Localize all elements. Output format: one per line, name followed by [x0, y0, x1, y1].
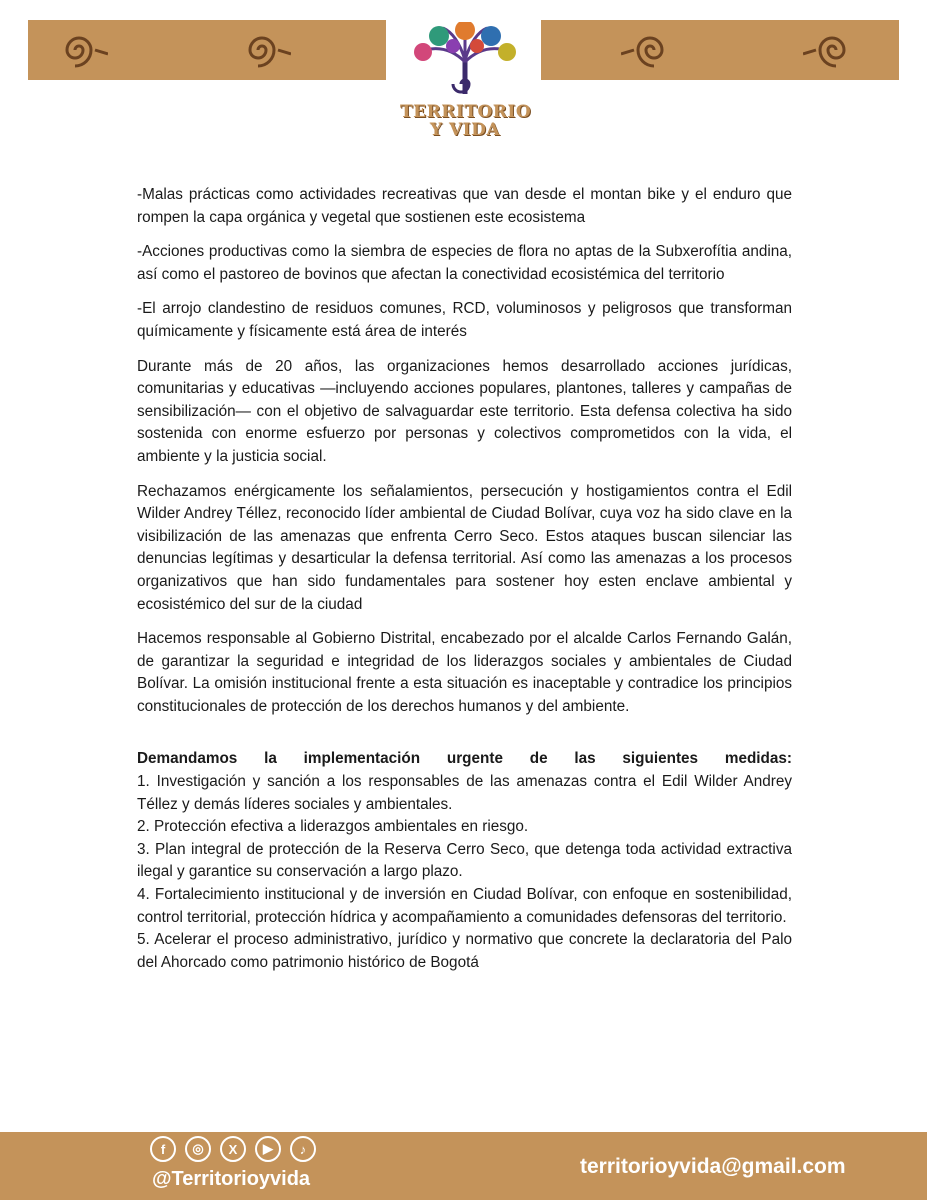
demands-section: [137, 748, 792, 974]
facebook-icon[interactable]: f: [150, 1136, 176, 1162]
youtube-icon[interactable]: ▶: [255, 1136, 281, 1162]
paragraph-acciones-productivas: -Acciones productivas como la siembra de especies de flora no aptas de la Subxerofítia andina, así como el pastoreo de bovinos que afectan la conectividad ecosistémica del territorio: [137, 243, 792, 283]
spiral-icon: [803, 28, 861, 72]
social-icons: [150, 1136, 316, 1162]
spiral-icon: [233, 28, 291, 72]
demands-heading: Demandamos la implementación urgente de las siguientes medidas:: [137, 750, 792, 768]
demand-item: 1. Investigación y sanción a los responsables de las amenazas contra el Edil Wilder Andrey Téllez y demás líderes sociales y ambientales.: [137, 773, 792, 813]
demand-item: 3. Plan integral de protección de la Reserva Cerro Seco, que detenga toda actividad extractiva ilegal y garantice su conservación a largo plazo.: [137, 840, 792, 881]
territorio-y-vida-logo: [400, 22, 530, 152]
header-band-left: [28, 20, 386, 80]
tree-icon: [405, 22, 525, 98]
x-twitter-icon[interactable]: X: [220, 1136, 246, 1162]
paragraph-organizaciones: Durante más de 20 años, las organizaciones hemos desarrollado acciones jurídicas, comunitarias y educativas —incluyendo acciones populares, plantones, talleres y campañas de sensibilización— con el objetivo de salvaguardar este territorio. Esta defensa colectiva ha sido sostenida con enorme esfuerzo por personas y colectivos comprometidos con la vida, el ambiente y la justicia social.: [137, 357, 792, 465]
paragraph-rechazamos: Rechazamos enérgicamente los señalamientos, persecución y hostigamientos contra el Edil Wilder Andrey Téllez, reconocido líder ambiental de Ciudad Bolívar, cuya voz ha sido clave en la visibilización de las amenazas que enfrenta Cerro Seco. Estos ataques buscan silenciar las denuncias legítimas y desarticular la defensa territorial. Así como las amenazas a los procesos organizativos que han sido fundamentales para sostener hoy esten enclave ambiental y ecosistémico del sur de la ciudad: [137, 482, 792, 613]
logo-title-line1: TERRITORIO: [400, 102, 532, 122]
header-band-right: [541, 20, 899, 80]
demand-item: 4. Fortalecimiento institucional y de inversión en Ciudad Bolívar, con enfoque en sostenibilidad, control territorial, protección hídrica y acompañamiento a comunidades defensoras del territorio.: [137, 886, 792, 926]
instagram-icon[interactable]: ◎: [185, 1136, 211, 1162]
tiktok-icon[interactable]: ♪: [290, 1136, 316, 1162]
document-body: [137, 184, 792, 974]
spiral-icon: [621, 28, 679, 72]
paragraph-malas-practicas: -Malas prácticas como actividades recreativas que van desde el montan bike y el enduro que rompen la capa orgánica y vegetal que sostienen este ecosistema: [137, 186, 792, 226]
paragraph-responsable: Hacemos responsable al Gobierno Distrital, encabezado por el alcalde Carlos Fernando Galán, de garantizar la seguridad e integridad de los liderazgos sociales y ambientales de Ciudad Bolívar. La omisión institucional frente a esta situación es inaceptable y contradice los principios constitucionales de protección de los derechos humanos y del ambiente.: [137, 630, 792, 715]
demand-item: 5. Acelerar el proceso administrativo, jurídico y normativo que concrete la declaratoria del Palo del Ahorcado como patrimonio histórico de Bogotá: [137, 931, 792, 971]
demand-item: 2. Protección efectiva a liderazgos ambientales en riesgo.: [137, 818, 529, 836]
spiral-icon: [50, 28, 108, 72]
contact-email: territorioyvida@gmail.com: [580, 1155, 846, 1178]
social-handle: @Territorioyvida: [152, 1168, 311, 1190]
paragraph-arrojo-clandestino: -El arrojo clandestino de residuos comunes, RCD, voluminosos y peligrosos que transforman químicamente y físicamente está área de interés: [137, 300, 792, 340]
logo-title-line2: Y VIDA: [429, 120, 501, 140]
